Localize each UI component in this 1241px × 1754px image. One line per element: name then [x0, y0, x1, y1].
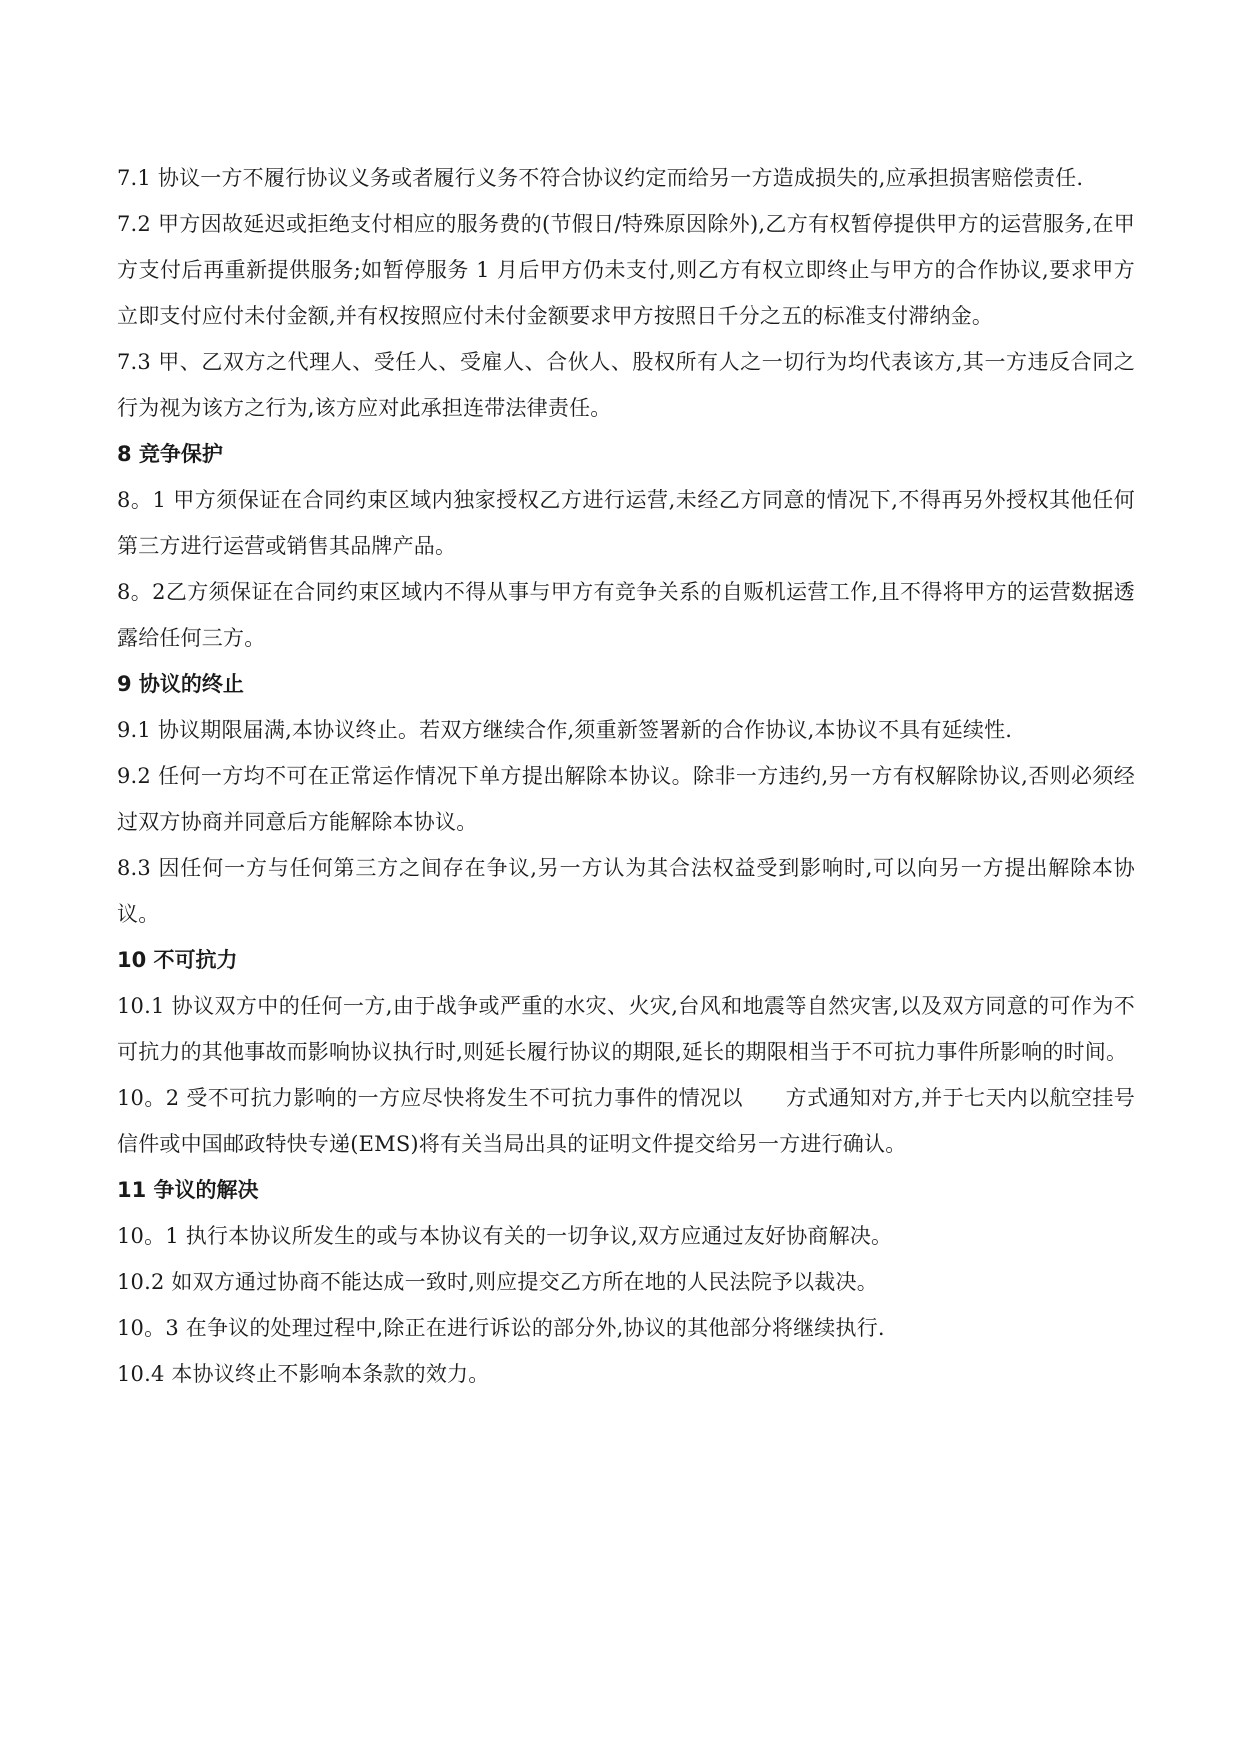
clause-11-4: 10.4 本协议终止不影响本条款的效力。: [117, 1362, 490, 1386]
clause-11-2: 10.2 如双方通过协商不能达成一致时,则应提交乙方所在地的人民法院予以裁决。: [117, 1270, 878, 1294]
clause-10-1: 10.1 协议双方中的任何一方,由于战争或严重的水灾、火灾,台风和地震等自然灾害,以及双方同意的可作为不可抗力的其他事故而影响协议执行时,则延长履行协议的期限,延长的期限相当于不可抗力事件所影响的时间。: [117, 994, 1135, 1064]
document-page: [117, 155, 1135, 1397]
clause-11-1: 10。1 执行本协议所发生的或与本协议有关的一切争议,双方应通过友好协商解决。: [117, 1224, 893, 1248]
clause-8-2: 8。2乙方须保证在合同约束区域内不得从事与甲方有竞争关系的自贩机运营工作,且不得将甲方的运营数据透露给任何三方。: [117, 580, 1135, 650]
clause-7-3: 7.3 甲、乙双方之代理人、受任人、受雇人、合伙人、股权所有人之一切行为均代表该方,其一方违反合同之行为视为该方之行为,该方应对此承担连带法律责任。: [117, 350, 1135, 420]
clause-8-1: 8。1 甲方须保证在合同约束区域内独家授权乙方进行运营,未经乙方同意的情况下,不得再另外授权其他任何第三方进行运营或销售其品牌产品。: [117, 488, 1135, 558]
clause-7-2: 7.2 甲方因故延迟或拒绝支付相应的服务费的(节假日/特殊原因除外),乙方有权暂停提供甲方的运营服务,在甲方支付后再重新提供服务;如暂停服务 1 月后甲方仍未支付,则乙方有权立即终止与甲方的合作协议,要求甲方立即支付应付未付金额,并有权按照应付未付金额要求甲方按照日千分之五的标准支付滞纳金。: [117, 212, 1135, 328]
clause-9-3: 8.3 因任何一方与任何第三方之间存在争议,另一方认为其合法权益受到影响时,可以向另一方提出解除本协议。: [117, 856, 1135, 926]
clause-9-2: 9.2 任何一方均不可在正常运作情况下单方提出解除本协议。除非一方违约,另一方有权解除协议,否则必须经过双方协商并同意后方能解除本协议。: [117, 764, 1135, 834]
section-heading-11: 11 争议的解决: [117, 1178, 259, 1202]
section-heading-9: 9 协议的终止: [117, 672, 244, 696]
section-heading-10: 10 不可抗力: [117, 948, 238, 972]
clause-9-1: 9.1 协议期限届满,本协议终止。若双方继续合作,须重新签署新的合作协议,本协议不具有延续性.: [117, 718, 1013, 742]
clause-7-1: 7.1 协议一方不履行协议义务或者履行义务不符合协议约定而给另一方造成损失的,应承担损害赔偿责任.: [117, 166, 1084, 190]
clause-10-2: 10。2 受不可抗力影响的一方应尽快将发生不可抗力事件的情况以 方式通知对方,并于七天内以航空挂号信件或中国邮政特快专递(EMS)将有关当局出具的证明文件提交给另一方进行确认。: [117, 1086, 1135, 1156]
section-heading-8: 8 竞争保护: [117, 442, 223, 466]
clause-11-3: 10。3 在争议的处理过程中,除正在进行诉讼的部分外,协议的其他部分将继续执行.: [117, 1316, 885, 1340]
